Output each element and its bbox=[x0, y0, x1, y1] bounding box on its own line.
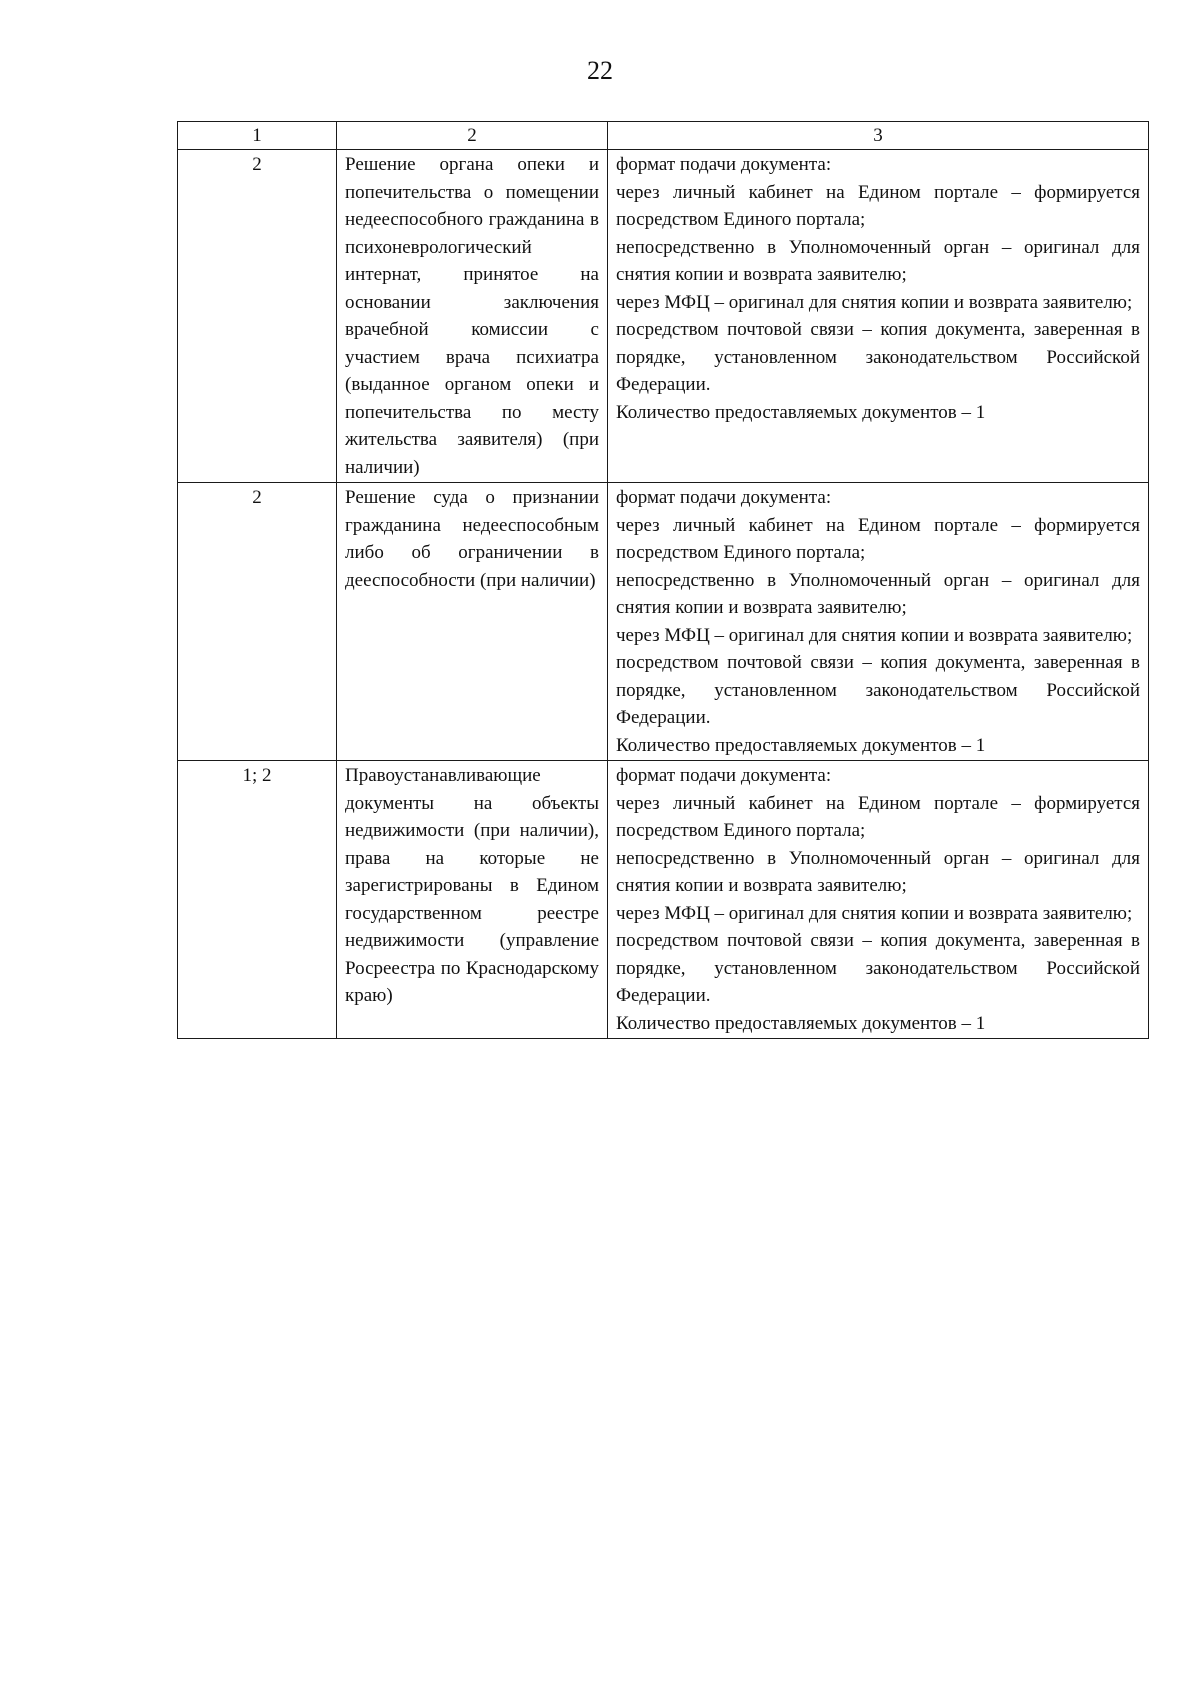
document-name-cell: Решение суда о признании гражданина недееспособным либо об ограничении в дееспособности (при наличии) bbox=[337, 483, 608, 761]
documents-table bbox=[177, 121, 1149, 1039]
column-header-3: 3 bbox=[608, 122, 1149, 150]
format-option-authority: непосредственно в Уполномоченный орган – оригинал для снятия копии и возврата заявителю; bbox=[616, 847, 1140, 896]
format-heading: формат подачи документа: bbox=[616, 154, 832, 175]
table-row bbox=[178, 483, 1149, 761]
format-option-portal: через личный кабинет на Едином портале – формируется посредством Единого портала; bbox=[616, 181, 1140, 230]
document-name-cell: Правоустанавливающие документы на объекты недвижимости (при наличии), права на которые не зарегистрированы в Едином государственном реестре недвижимости (управление Росреестра по Краснодарскому краю) bbox=[337, 761, 608, 1039]
format-option-authority: непосредственно в Уполномоченный орган – оригинал для снятия копии и возврата заявителю; bbox=[616, 236, 1140, 285]
row-category-cell: 1; 2 bbox=[178, 761, 337, 1039]
format-option-mail: посредством почтовой связи – копия документа, заверенная в порядке, установленном законодательством Российской Федерации. bbox=[616, 930, 1140, 1006]
format-option-portal: через личный кабинет на Едином портале – формируется посредством Единого портала; bbox=[616, 514, 1140, 563]
format-heading: формат подачи документа: bbox=[616, 765, 832, 786]
format-option-mail: посредством почтовой связи – копия документа, заверенная в порядке, установленном законодательством Российской Федерации. bbox=[616, 319, 1140, 395]
table-row bbox=[178, 761, 1149, 1039]
table-header-row bbox=[178, 122, 1149, 150]
row-category-cell: 2 bbox=[178, 483, 337, 761]
document-quantity: Количество предоставляемых документов – 1 bbox=[616, 734, 986, 756]
row-category-cell: 2 bbox=[178, 150, 337, 483]
document-quantity: Количество предоставляемых документов – 1 bbox=[616, 401, 986, 423]
column-header-1: 1 bbox=[178, 122, 337, 150]
document-name-cell: Решение органа опеки и попечительства о помещении недееспособного гражданина в психоневрологический интернат, принятое на основании заключения врачебной комиссии с участием врача психиатра (выданное органом опеки и попечительства по месту жительства заявителя) (при наличии) bbox=[337, 150, 608, 483]
submission-format-cell bbox=[608, 761, 1149, 1039]
format-option-mfc: через МФЦ – оригинал для снятия копии и возврата заявителю; bbox=[616, 291, 1133, 313]
document-quantity: Количество предоставляемых документов – 1 bbox=[616, 1012, 986, 1034]
column-header-2: 2 bbox=[337, 122, 608, 150]
format-option-portal: через личный кабинет на Едином портале – формируется посредством Единого портала; bbox=[616, 792, 1140, 841]
table-row bbox=[178, 150, 1149, 483]
format-heading: формат подачи документа: bbox=[616, 487, 832, 508]
format-option-mfc: через МФЦ – оригинал для снятия копии и возврата заявителю; bbox=[616, 624, 1133, 646]
submission-format-cell bbox=[608, 150, 1149, 483]
format-option-authority: непосредственно в Уполномоченный орган – оригинал для снятия копии и возврата заявителю; bbox=[616, 569, 1140, 618]
submission-format-cell bbox=[608, 483, 1149, 761]
format-option-mail: посредством почтовой связи – копия документа, заверенная в порядке, установленном законодательством Российской Федерации. bbox=[616, 652, 1140, 728]
page-number: 22 bbox=[587, 56, 613, 85]
format-option-mfc: через МФЦ – оригинал для снятия копии и возврата заявителю; bbox=[616, 902, 1133, 924]
